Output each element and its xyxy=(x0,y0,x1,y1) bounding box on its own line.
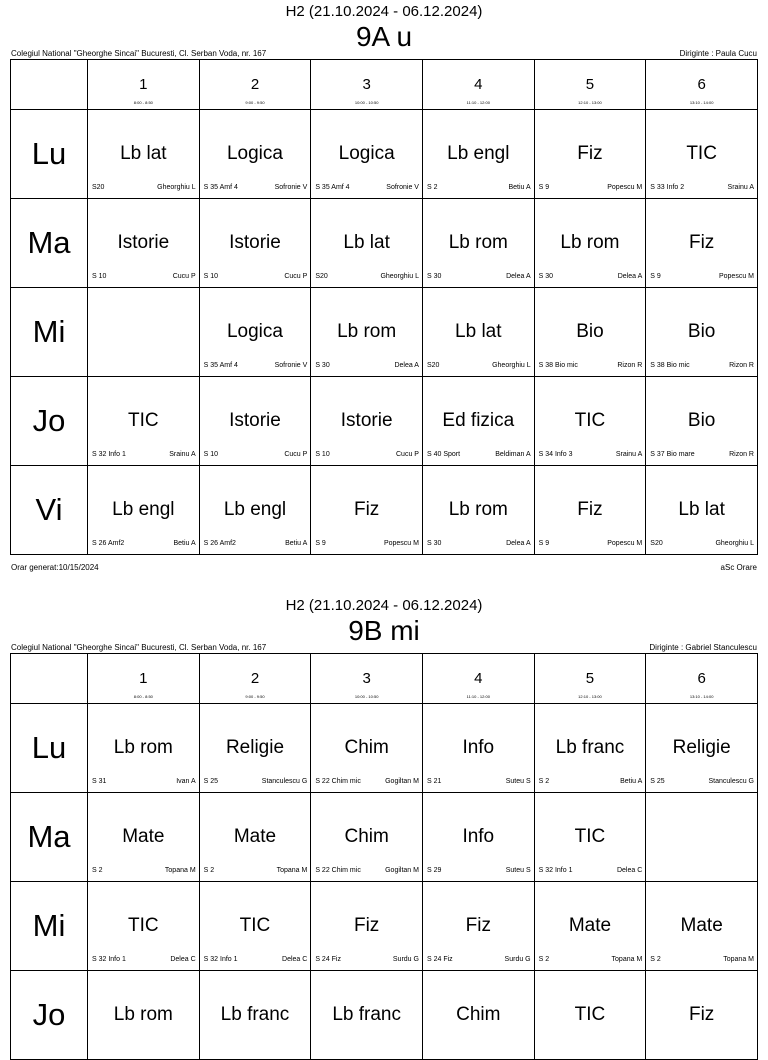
class-title: 9B mi xyxy=(348,615,420,646)
teacher: Topana M xyxy=(611,956,643,963)
day-row-jo xyxy=(11,971,758,1060)
hour-number: 3 xyxy=(362,76,371,93)
subject: Bio xyxy=(687,321,716,342)
subject: Lb rom xyxy=(337,321,397,342)
day-row-ma xyxy=(11,199,758,288)
day-label-cell xyxy=(11,882,88,971)
hour-number: 3 xyxy=(362,670,371,687)
room: S 9 xyxy=(538,184,550,191)
teacher: Popescu M xyxy=(607,184,643,191)
lesson-cell xyxy=(88,466,200,555)
subject: Religie xyxy=(225,737,285,758)
teacher: Surdu G xyxy=(504,956,531,963)
room: S 2 xyxy=(92,867,103,874)
hour-number: 5 xyxy=(585,670,595,687)
subject: Istorie xyxy=(229,232,281,253)
hour-time: 12:10 - 13:00 xyxy=(578,694,602,699)
room: S 10 xyxy=(203,451,219,458)
room: S 38 Bio mic xyxy=(650,362,690,369)
teacher: Cucu P xyxy=(284,451,308,458)
lesson-cell xyxy=(534,288,646,377)
lesson-cell xyxy=(199,971,311,1060)
day-row-lu xyxy=(11,110,758,199)
day-row-jo xyxy=(11,377,758,466)
hour-time: 8:00 - 8:50 xyxy=(133,694,153,699)
room: S 26 Amf2 xyxy=(203,540,236,547)
room: S 32 Info 1 xyxy=(92,956,126,963)
teacher: Betiu A xyxy=(620,778,643,785)
lesson-cell xyxy=(199,882,311,971)
lesson-cell xyxy=(422,793,534,882)
school-name: Colegiul National "Gheorghe Sincai" Bucuresti, Cl. Serban Voda, nr. 167 xyxy=(11,643,267,652)
day-label-cell xyxy=(11,110,88,199)
teacher: Betiu A xyxy=(173,540,196,547)
teacher: Topana M xyxy=(723,956,754,963)
subject: Bio xyxy=(576,321,604,342)
teacher: Delea A xyxy=(617,273,643,280)
room: S 30 xyxy=(426,273,442,280)
lesson-cell xyxy=(88,704,200,793)
subject: TIC xyxy=(239,915,271,936)
room: S 30 xyxy=(538,273,554,280)
subject: Fiz xyxy=(577,499,603,520)
room: S 25 xyxy=(650,778,665,785)
teacher: Gogiltan M xyxy=(385,867,419,874)
hour-time: 10:00 - 10:50 xyxy=(354,100,379,105)
diriginte-label: Diriginte : Paula Cucu xyxy=(679,49,757,58)
room: S 22 Chim mic xyxy=(315,867,361,874)
teacher: Betiu A xyxy=(285,540,308,547)
teacher: Srainu A xyxy=(615,451,643,458)
room: S20 xyxy=(650,540,663,547)
day-row-lu xyxy=(11,704,758,793)
day-row-mi xyxy=(11,882,758,971)
lesson-cell xyxy=(311,882,423,971)
corner-cell xyxy=(11,60,88,110)
teacher: Sofronie V xyxy=(386,184,419,191)
subject: Istorie xyxy=(229,410,281,431)
school-name: Colegiul National "Gheorghe Sincai" Bucuresti, Cl. Serban Voda, nr. 167 xyxy=(11,49,267,58)
lesson-cell xyxy=(199,793,311,882)
day-name: Jo xyxy=(32,403,66,438)
lesson-cell xyxy=(646,110,758,199)
teacher: Delea C xyxy=(282,956,308,963)
day-label-cell xyxy=(11,377,88,466)
hour-header xyxy=(199,60,311,110)
day-name: Lu xyxy=(31,136,67,171)
lesson-cell xyxy=(199,199,311,288)
subject: Lb rom xyxy=(448,499,508,520)
lesson-cell xyxy=(311,466,423,555)
teacher: Suteu S xyxy=(505,867,531,874)
lesson-cell xyxy=(422,377,534,466)
room: S20 xyxy=(426,362,440,369)
hour-header xyxy=(311,654,423,704)
software-credit: aSc Orare xyxy=(720,563,757,572)
lesson-cell xyxy=(646,882,758,971)
lesson-cell xyxy=(88,288,200,377)
subject: TIC xyxy=(128,915,159,936)
lesson-cell xyxy=(534,199,646,288)
subject: Lb lat xyxy=(343,232,390,253)
subject: Ed fizica xyxy=(442,410,515,431)
hour-number: 1 xyxy=(139,670,148,687)
subject: Fiz xyxy=(688,1004,715,1025)
subject: Mate xyxy=(568,915,612,936)
lesson-cell xyxy=(199,466,311,555)
subject: Istorie xyxy=(117,232,170,253)
hour-header xyxy=(646,60,758,110)
hour-time: 9:00 - 9:50 xyxy=(245,100,265,105)
teacher: Rizon R xyxy=(729,362,754,369)
hour-time: 11:10 - 12:00 xyxy=(466,694,490,699)
lesson-cell xyxy=(422,288,534,377)
subject: Lb rom xyxy=(560,232,620,253)
day-name: Mi xyxy=(32,314,66,349)
room: S 33 Info 2 xyxy=(650,184,685,191)
lesson-cell xyxy=(199,704,311,793)
teacher: Cucu P xyxy=(284,273,308,280)
subject: Logica xyxy=(338,143,395,164)
lesson-cell xyxy=(311,199,423,288)
room: S 30 xyxy=(426,540,442,547)
teacher: Sofronie V xyxy=(274,362,308,369)
lesson-cell xyxy=(199,288,311,377)
lesson-cell xyxy=(88,793,200,882)
hour-time: 12:10 - 13:00 xyxy=(578,100,602,105)
room: S 35 Amf 4 xyxy=(315,184,350,191)
subject: TIC xyxy=(574,1004,606,1025)
subject: TIC xyxy=(574,826,606,847)
subject: Info xyxy=(462,826,495,847)
hour-header xyxy=(534,60,646,110)
room: S20 xyxy=(315,273,328,280)
hour-number: 4 xyxy=(474,670,483,687)
lesson-cell xyxy=(199,110,311,199)
hour-time: 13:10 - 14:00 xyxy=(689,694,714,699)
lesson-cell xyxy=(534,466,646,555)
teacher: Topana M xyxy=(164,867,196,874)
teacher: Stanculescu G xyxy=(708,778,754,785)
subject: TIC xyxy=(686,143,717,164)
room: S 9 xyxy=(650,273,661,280)
subject: Mate xyxy=(233,826,277,847)
teacher: Popescu M xyxy=(383,540,419,547)
room: S 9 xyxy=(538,540,550,547)
subject: Mate xyxy=(680,915,723,936)
room: S 2 xyxy=(426,184,438,191)
teacher: Popescu M xyxy=(607,540,643,547)
room: S 34 Info 3 xyxy=(538,451,573,458)
subject: TIC xyxy=(574,410,606,431)
room: S 32 Info 1 xyxy=(538,867,573,874)
teacher: Rizon R xyxy=(729,451,754,458)
subject: Chim xyxy=(456,1004,501,1025)
hour-header xyxy=(422,60,534,110)
lesson-cell xyxy=(422,971,534,1060)
subject: Religie xyxy=(672,737,731,758)
teacher: Cucu P xyxy=(172,273,196,280)
teacher: Gogiltan M xyxy=(385,778,419,785)
room: S20 xyxy=(92,184,105,191)
subject: Mate xyxy=(122,826,165,847)
hour-header xyxy=(199,654,311,704)
subject: Chim xyxy=(344,826,389,847)
subject: Fiz xyxy=(577,143,603,164)
teacher: Beldiman A xyxy=(495,451,531,458)
teacher: Popescu M xyxy=(718,273,754,280)
lesson-cell xyxy=(88,377,200,466)
subject: Logica xyxy=(226,321,283,342)
hour-number: 2 xyxy=(250,670,260,687)
teacher: Delea C xyxy=(170,956,196,963)
day-label-cell xyxy=(11,793,88,882)
timetable-grid xyxy=(10,59,758,555)
day-row-mi xyxy=(11,288,758,377)
hour-number: 6 xyxy=(697,670,706,687)
subject: Lb engl xyxy=(223,499,287,520)
hour-time: 11:10 - 12:00 xyxy=(466,100,490,105)
lesson-cell xyxy=(311,377,423,466)
subject: Bio xyxy=(687,410,716,431)
subject: Fiz xyxy=(353,915,380,936)
lesson-cell xyxy=(534,377,646,466)
room: S 35 Amf 4 xyxy=(203,184,238,191)
subject: Lb lat xyxy=(455,321,502,342)
hour-number: 4 xyxy=(474,76,483,93)
subject: Lb rom xyxy=(113,737,173,758)
room: S 38 Bio mic xyxy=(538,362,578,369)
timetable-grid xyxy=(10,653,758,1060)
lesson-cell xyxy=(88,199,200,288)
hour-time: 13:10 - 14:00 xyxy=(689,100,714,105)
lesson-cell xyxy=(311,971,423,1060)
lesson-cell xyxy=(422,704,534,793)
hour-header xyxy=(422,654,534,704)
lesson-cell xyxy=(88,110,200,199)
hour-header xyxy=(88,60,200,110)
room: S 21 xyxy=(426,778,442,785)
room: S 2 xyxy=(650,956,661,963)
hour-header xyxy=(88,654,200,704)
teacher: Gheorghiu L xyxy=(157,184,196,191)
hour-number: 5 xyxy=(585,76,595,93)
room: S 2 xyxy=(538,956,550,963)
lesson-cell xyxy=(646,704,758,793)
class-title: 9A u xyxy=(355,21,413,52)
teacher: Srainu A xyxy=(169,451,196,458)
diriginte-label: Diriginte : Gabriel Stanculescu xyxy=(649,643,757,652)
hour-number: 6 xyxy=(697,76,706,93)
lesson-cell xyxy=(534,793,646,882)
room: S 24 Fiz xyxy=(426,956,453,963)
day-label-cell xyxy=(11,704,88,793)
room: S 2 xyxy=(538,778,550,785)
lesson-cell xyxy=(646,971,758,1060)
room: S 10 xyxy=(92,273,107,280)
subject: Lb engl xyxy=(112,499,175,520)
room: S 40 Sport xyxy=(426,451,461,458)
lesson-cell xyxy=(88,882,200,971)
lesson-cell xyxy=(534,704,646,793)
lesson-cell xyxy=(534,110,646,199)
lesson-cell xyxy=(311,793,423,882)
subject: Info xyxy=(462,737,495,758)
subject: Lb rom xyxy=(448,232,508,253)
teacher: Delea C xyxy=(616,867,643,874)
lesson-cell xyxy=(646,466,758,555)
room: S 26 Amf2 xyxy=(92,540,125,547)
room: S 25 xyxy=(203,778,219,785)
header-row xyxy=(11,654,758,704)
day-label-cell xyxy=(11,971,88,1060)
room: S 24 Fiz xyxy=(315,956,341,963)
day-label-cell xyxy=(11,199,88,288)
lesson-cell xyxy=(422,110,534,199)
teacher: Betiu A xyxy=(508,184,531,191)
lesson-cell xyxy=(311,704,423,793)
room: S 2 xyxy=(203,867,215,874)
day-row-ma xyxy=(11,793,758,882)
room: S 35 Amf 4 xyxy=(203,362,238,369)
lesson-cell xyxy=(534,971,646,1060)
period-label: H2 (21.10.2024 - 06.12.2024) xyxy=(285,597,483,614)
teacher: Suteu S xyxy=(505,778,531,785)
lesson-cell xyxy=(534,882,646,971)
corner-cell xyxy=(11,654,88,704)
lesson-cell xyxy=(422,466,534,555)
subject: Logica xyxy=(226,143,283,164)
day-label-cell xyxy=(11,288,88,377)
hour-number: 2 xyxy=(250,76,260,93)
hour-time: 9:00 - 9:50 xyxy=(245,694,265,699)
teacher: Delea A xyxy=(506,273,531,280)
day-name: Lu xyxy=(31,730,67,765)
lesson-cell xyxy=(311,110,423,199)
hour-time: 8:00 - 8:50 xyxy=(133,100,153,105)
header-row xyxy=(11,60,758,110)
teacher: Ivan A xyxy=(176,778,196,785)
teacher: Delea A xyxy=(394,362,419,369)
teacher: Rizon R xyxy=(617,362,643,369)
teacher: Gheorghiu L xyxy=(380,273,419,280)
room: S 29 xyxy=(426,867,442,874)
room: S 32 Info 1 xyxy=(92,451,126,458)
room: S 10 xyxy=(203,273,219,280)
room: S 10 xyxy=(315,451,330,458)
teacher: Topana M xyxy=(276,867,308,874)
hour-header xyxy=(311,60,423,110)
hour-header xyxy=(646,654,758,704)
lesson-cell xyxy=(199,377,311,466)
room: S 37 Bio mare xyxy=(650,451,695,458)
day-row-vi xyxy=(11,466,758,555)
subject: Istorie xyxy=(340,410,393,431)
subject: Lb lat xyxy=(120,143,167,164)
hour-number: 1 xyxy=(139,76,148,93)
lesson-cell xyxy=(646,199,758,288)
teacher: Surdu G xyxy=(392,956,419,963)
subject: TIC xyxy=(128,410,159,431)
subject: Lb rom xyxy=(113,1004,173,1025)
room: S 31 xyxy=(92,778,107,785)
period-label: H2 (21.10.2024 - 06.12.2024) xyxy=(285,3,483,20)
lesson-cell xyxy=(311,288,423,377)
subject: Lb franc xyxy=(332,1004,401,1025)
subject: Fiz xyxy=(353,499,380,520)
hour-header xyxy=(534,654,646,704)
subject: Fiz xyxy=(688,232,715,253)
day-label-cell xyxy=(11,466,88,555)
lesson-cell xyxy=(88,971,200,1060)
lesson-cell xyxy=(422,882,534,971)
day-name: Vi xyxy=(35,492,63,527)
teacher: Gheorghiu L xyxy=(492,362,531,369)
day-name: Ma xyxy=(27,819,71,854)
subject: Lb engl xyxy=(447,143,510,164)
subject: Lb franc xyxy=(220,1004,290,1025)
lesson-cell xyxy=(422,199,534,288)
day-name: Mi xyxy=(32,908,66,943)
teacher: Srainu A xyxy=(727,184,754,191)
subject: Lb franc xyxy=(555,737,625,758)
room: S 32 Info 1 xyxy=(203,956,238,963)
lesson-cell xyxy=(646,377,758,466)
day-name: Ma xyxy=(27,225,71,260)
teacher: Stanculescu G xyxy=(261,778,308,785)
subject: Lb lat xyxy=(678,499,725,520)
teacher: Sofronie V xyxy=(274,184,308,191)
generated-date: Orar generat:10/15/2024 xyxy=(11,563,99,572)
room: S 30 xyxy=(315,362,330,369)
room: S 22 Chim mic xyxy=(315,778,361,785)
subject: Fiz xyxy=(465,915,491,936)
teacher: Cucu P xyxy=(396,451,419,458)
lesson-cell xyxy=(646,288,758,377)
lesson-cell xyxy=(646,793,758,882)
teacher: Gheorghiu L xyxy=(715,540,754,547)
day-name: Jo xyxy=(32,997,66,1032)
room: S 9 xyxy=(315,540,326,547)
subject: Chim xyxy=(344,737,389,758)
hour-time: 10:00 - 10:50 xyxy=(354,694,379,699)
teacher: Delea A xyxy=(506,540,531,547)
